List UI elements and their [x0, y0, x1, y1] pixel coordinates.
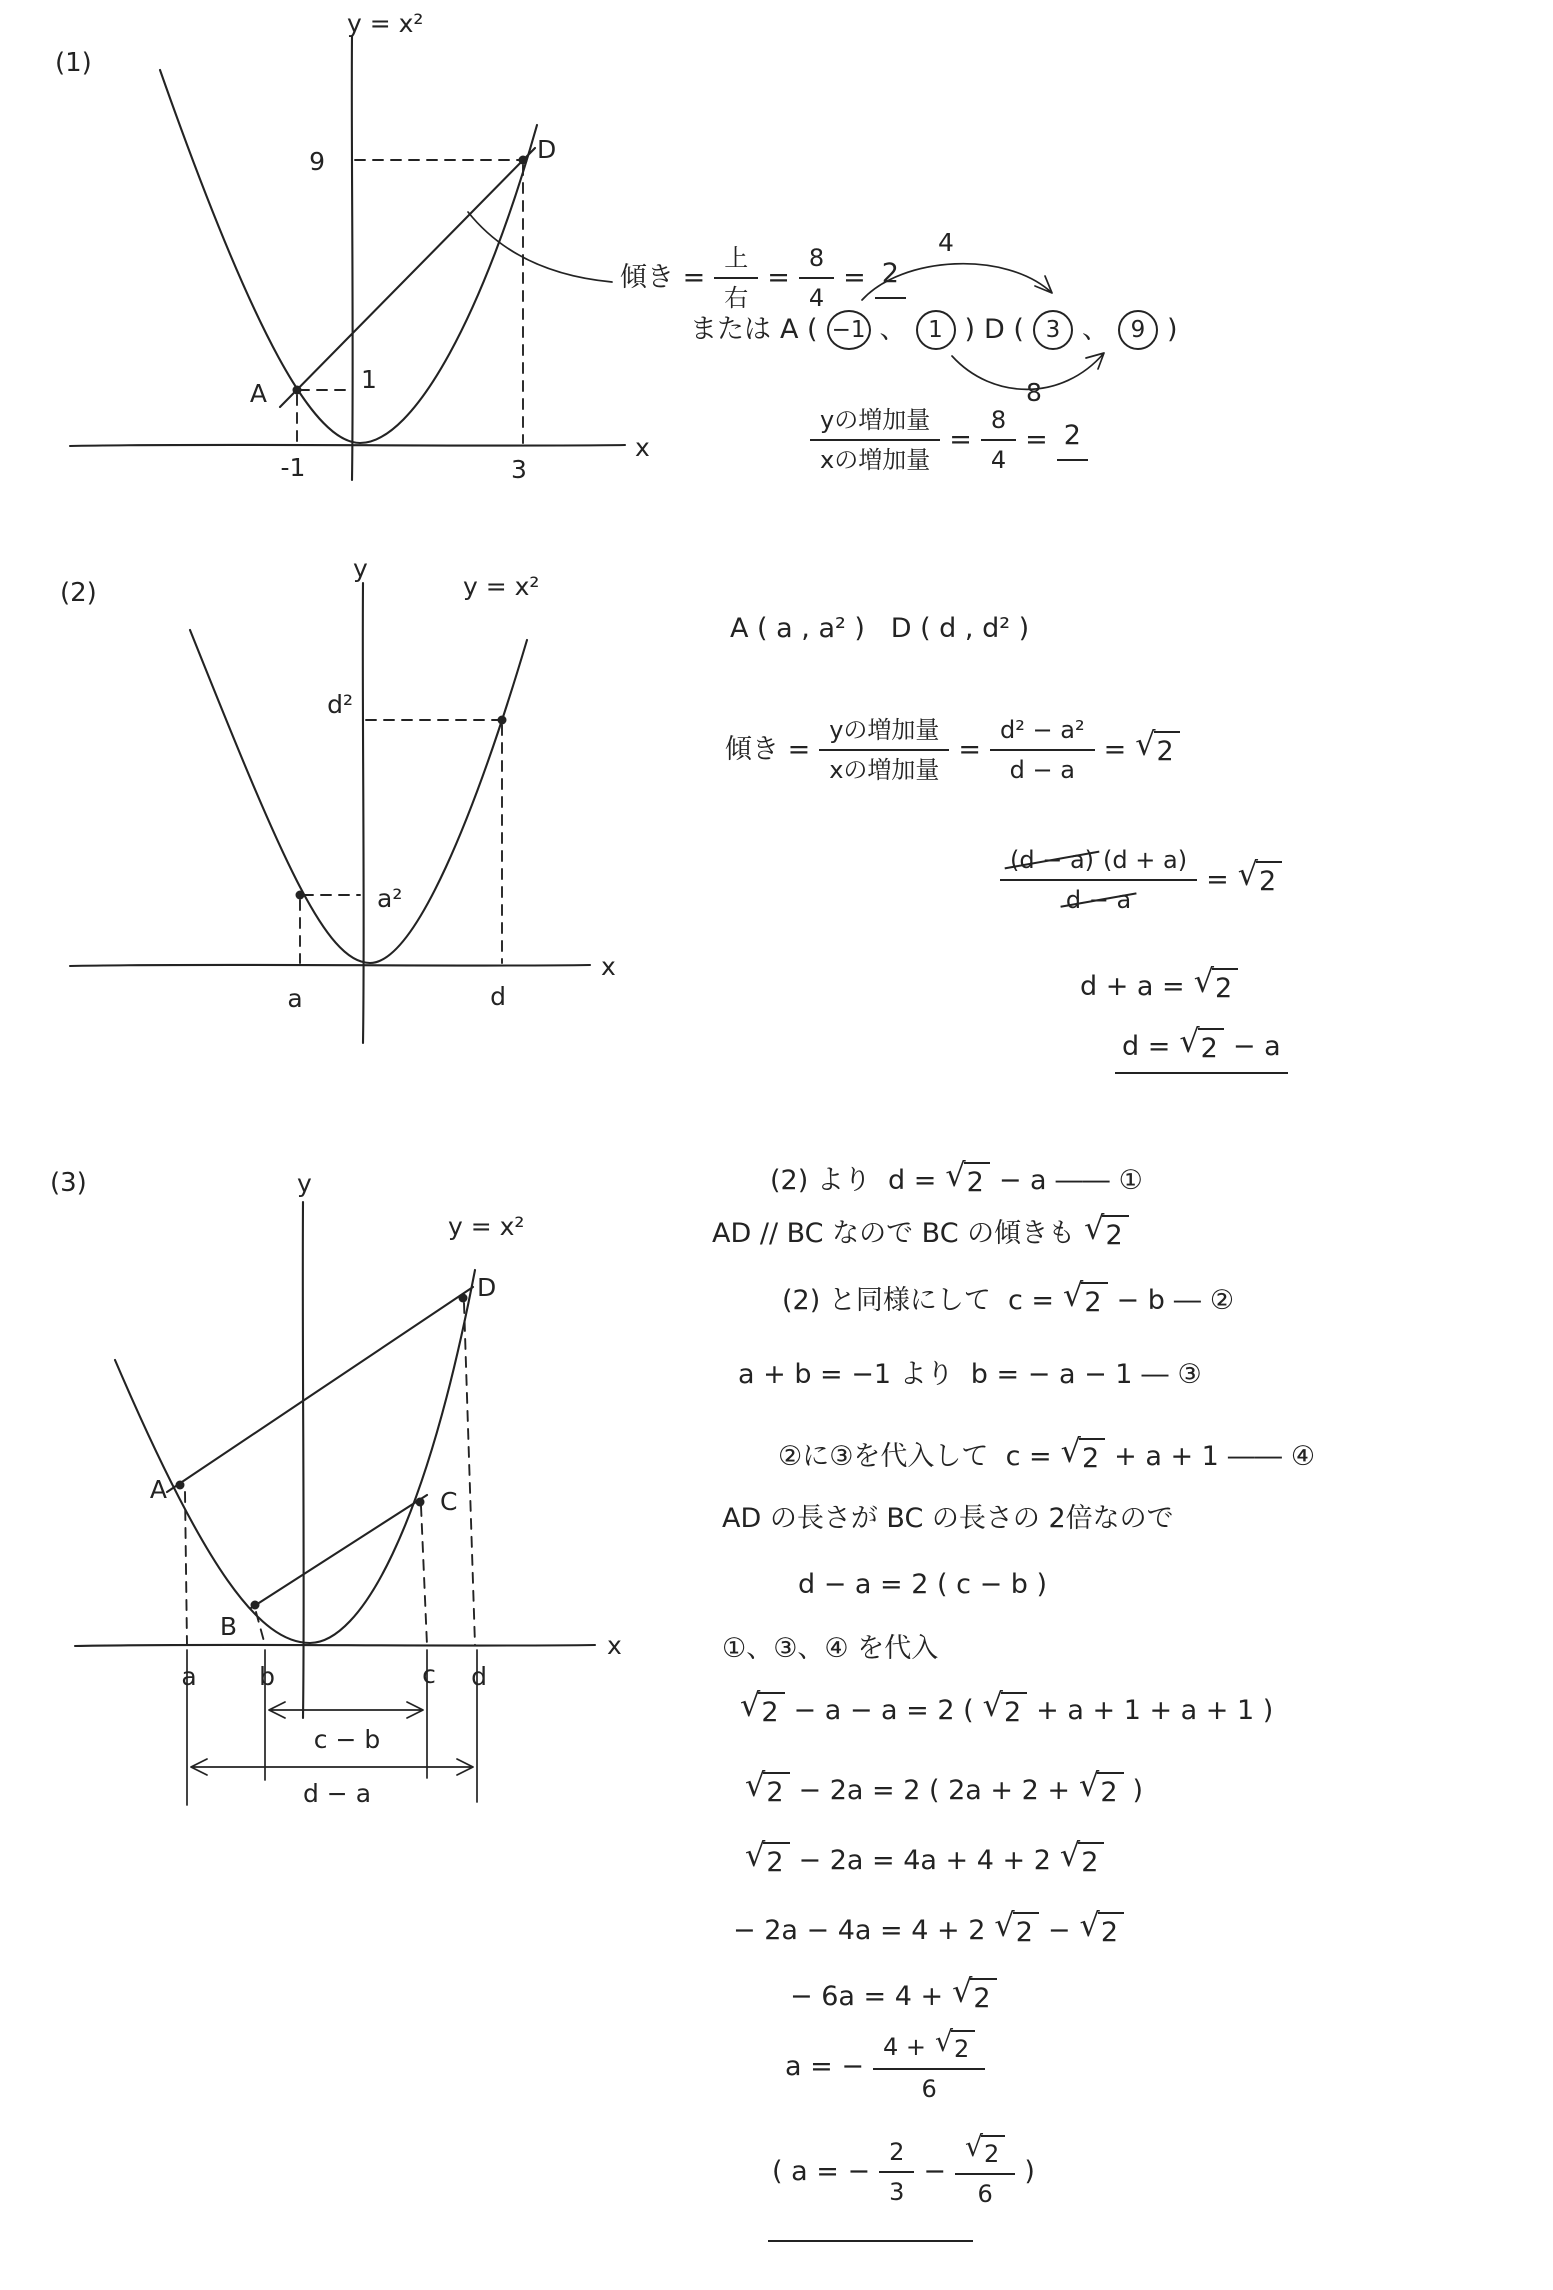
tick-d: d [471, 1662, 487, 1691]
ratio-formula-1: $\frac{\text{yの増加量}}{\text{xの増加量}}$ = $\frac{8}{4}$ = 2 [810, 405, 1088, 475]
tick-1: 1 [361, 365, 377, 394]
label-A: A [249, 379, 267, 408]
curve-label: y = x² [463, 572, 540, 601]
label-B: B [219, 1612, 237, 1641]
label-D: D [477, 1273, 497, 1302]
step-1-d-equation: (2) より d = √ 2 − a ―― ① [770, 1156, 1143, 1198]
expanded-equation-2: √ 2 − 2a = 2 ( 2a + 2 + √ 2 ) [745, 1766, 1144, 1808]
slope-formula-2: 傾き = $\frac{\text{yの増加量}}{\text{xの増加量}}$ = $\frac{\text{d² − a²}}{d - a}$ = √ 2 [725, 715, 1180, 785]
parallel-slope-note: AD // BC なので BC の傾きも √ 2 [712, 1215, 1129, 1253]
result-d-equation: d = √ 2 − a [1115, 1028, 1288, 1074]
y-axis-label: y [297, 1169, 312, 1198]
x-axis-label: x [601, 952, 616, 981]
problem-2-label: (2) [60, 578, 97, 608]
problem-1-label: (1) [55, 48, 92, 78]
tick-a: a [287, 984, 303, 1013]
tick-b: b [259, 1662, 275, 1691]
step-4-substitution: ②に③を代入して c = √ 2 + a + 1 ―― ④ [778, 1432, 1316, 1474]
factored-cancel-formula: (d − a) (d + a) d − a = √ 2 [1000, 845, 1282, 915]
sum-equation: d + a = √ 2 [1080, 968, 1238, 1006]
dim-label-cb: c − b [313, 1725, 381, 1754]
points-definition: A ( a , a² ) D ( d , d² ) [730, 613, 1030, 644]
step-3-b-equation: a + b = −1 より b = − a − 1 ― ③ [738, 1359, 1202, 1390]
dim-label-da: d − a [302, 1779, 372, 1808]
label-A: A [149, 1475, 167, 1504]
tick-minus1: -1 [280, 453, 306, 482]
final-answer: ( a = − $\frac{2}{3}$ − √ 2 6 ) [772, 2130, 1035, 2208]
tick-a: a [181, 1662, 197, 1691]
y-increase-arc [952, 353, 1104, 389]
length-equation: d − a = 2 ( c − b ) [798, 1569, 1048, 1600]
x-increase-arc [862, 264, 1052, 300]
tick-d: d [490, 982, 506, 1011]
substitute-note: ①、③、④ を代入 [722, 1633, 939, 1664]
y-axis-label: y [353, 554, 368, 583]
expanded-equation-1: √ 2 − a − a = 2 ( √ 2 + a + 1 + a + 1 ) [740, 1686, 1274, 1728]
a-solution-fraction: a = − 4 + √ 2 6 [785, 2030, 985, 2104]
curve-label: y = x² [347, 9, 424, 38]
expanded-equation-3: √ 2 − 2a = 4a + 4 + 2 √ 2 [745, 1842, 1104, 1880]
label-C: C [440, 1487, 458, 1516]
length-condition-note: AD の長さが BC の長さの 2倍なので [722, 1503, 1174, 1534]
slope-leader-line [468, 212, 612, 282]
alternative-points-line: または A ( −1 、 1 ) D ( 3 、 9 ) [690, 310, 1178, 350]
simplified-equation: − 6a = 4 + √ 2 [790, 1978, 997, 2016]
y-increase-arc-label: 8 [1026, 378, 1042, 407]
curve-label: y = x² [448, 1212, 525, 1241]
label-D: D [537, 135, 557, 164]
x-axis-label: x [635, 433, 650, 462]
collect-terms-equation: − 2a − 4a = 4 + 2 √ 2 − √ 2 [733, 1912, 1124, 1950]
step-2-c-equation: (2) と同様にして c = √ 2 − b ― ② [782, 1276, 1235, 1318]
tick-3: 3 [511, 455, 527, 484]
tick-d2: d² [327, 690, 353, 719]
problem-3-label: (3) [50, 1168, 87, 1198]
tick-a2: a² [377, 884, 403, 913]
tick-9: 9 [309, 147, 325, 176]
x-axis-label: x [607, 1631, 622, 1660]
x-increase-arc-label: 4 [938, 228, 954, 257]
slope-formula-1: 傾き = $\frac{\text{上}}{\text{右}}$ = $\frac{8}{4}$ = 2 [620, 243, 906, 313]
tick-c: c [422, 1660, 436, 1689]
